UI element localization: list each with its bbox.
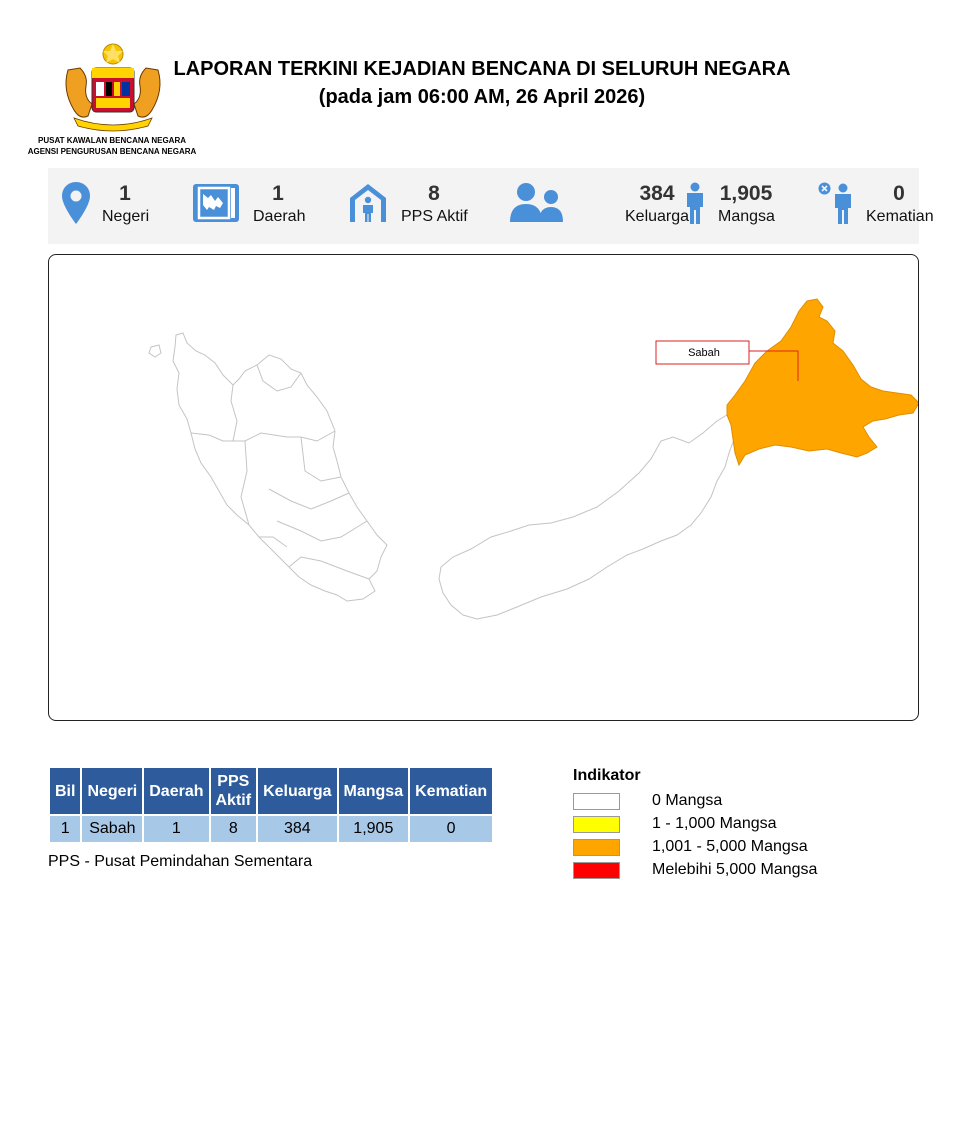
stat-label: Negeri — [102, 208, 150, 225]
legend-swatch — [573, 839, 620, 856]
person-icon — [684, 182, 706, 224]
table-row — [50, 816, 492, 842]
legend-title: Indikator — [573, 767, 641, 784]
stat-negeri — [48, 168, 188, 244]
agency-name — [12, 135, 212, 157]
sarawak — [439, 393, 747, 619]
legend-item — [573, 814, 777, 837]
legend-swatch — [573, 793, 620, 810]
stat-label: Kematian — [866, 208, 934, 225]
sabah-region — [727, 299, 919, 465]
title-line-2: (pada jam 06:00 AM, 26 April 2026) — [318, 86, 646, 108]
legend-swatch — [573, 862, 620, 879]
stat-value: 1,905 — [719, 182, 773, 205]
title-line-1: LAPORAN TERKINI KEJADIAN BENCANA DI SELURUH NEGARA — [173, 58, 791, 80]
legend-label: 1 - 1,000 Mangsa — [652, 815, 777, 832]
col-header: Negeri — [82, 768, 142, 814]
stat-daerah — [188, 168, 348, 244]
map-legend — [573, 767, 818, 883]
stat-mangsa — [678, 168, 808, 244]
stats-bar — [48, 168, 934, 244]
stat-label: Mangsa — [718, 208, 775, 225]
report-title — [140, 55, 824, 111]
callout-label: Sabah — [688, 347, 720, 359]
legend-label: 0 Mangsa — [652, 792, 723, 809]
stat-value: 384 — [639, 182, 675, 205]
table-cell: 0 — [410, 816, 492, 842]
legend-item — [573, 837, 808, 860]
stat-label: Keluarga — [625, 208, 690, 225]
col-header: Mangsa — [339, 768, 409, 814]
col-header: Bil — [50, 768, 80, 814]
stat-value: 1 — [119, 182, 131, 205]
peninsular-malaysia — [149, 333, 387, 601]
shelter-icon — [348, 182, 388, 224]
location-pin-icon — [62, 182, 90, 224]
stat-value: 0 — [893, 182, 905, 205]
pps-footnote: PPS - Pusat Pemindahan Sementara — [48, 853, 313, 870]
family-icon — [510, 182, 566, 224]
agency-line-2: AGENSI PENGURUSAN BENCANA NEGARA — [27, 147, 197, 156]
col-header: Daerah — [144, 768, 208, 814]
col-header: PPS Aktif — [211, 768, 257, 814]
stat-label: PPS Aktif — [401, 208, 468, 225]
table-cell: 1,905 — [339, 816, 409, 842]
table-cell: 1 — [144, 816, 208, 842]
agency-line-1: PUSAT KAWALAN BENCANA NEGARA — [38, 136, 186, 145]
legend-label: 1,001 - 5,000 Mangsa — [652, 838, 808, 855]
stat-pps-aktif — [348, 168, 508, 244]
stat-value: 8 — [428, 182, 440, 205]
table-cell: 1 — [50, 816, 80, 842]
stat-kematian — [808, 168, 934, 244]
death-icon — [818, 182, 856, 224]
table-header-row — [50, 768, 492, 814]
legend-item — [573, 791, 723, 814]
stat-value: 1 — [272, 182, 284, 205]
district-map-icon — [191, 182, 241, 224]
col-header: Keluarga — [258, 768, 336, 814]
summary-table — [48, 766, 494, 844]
table-cell: Sabah — [82, 816, 142, 842]
legend-swatch — [573, 816, 620, 833]
stat-label: Daerah — [253, 208, 306, 225]
table-cell: 8 — [211, 816, 257, 842]
legend-label: Melebihi 5,000 Mangsa — [652, 861, 818, 878]
malaysia-map — [48, 254, 919, 721]
stat-keluarga — [508, 168, 690, 244]
table-cell: 384 — [258, 816, 336, 842]
col-header: Kematian — [410, 768, 492, 814]
legend-item — [573, 860, 818, 883]
